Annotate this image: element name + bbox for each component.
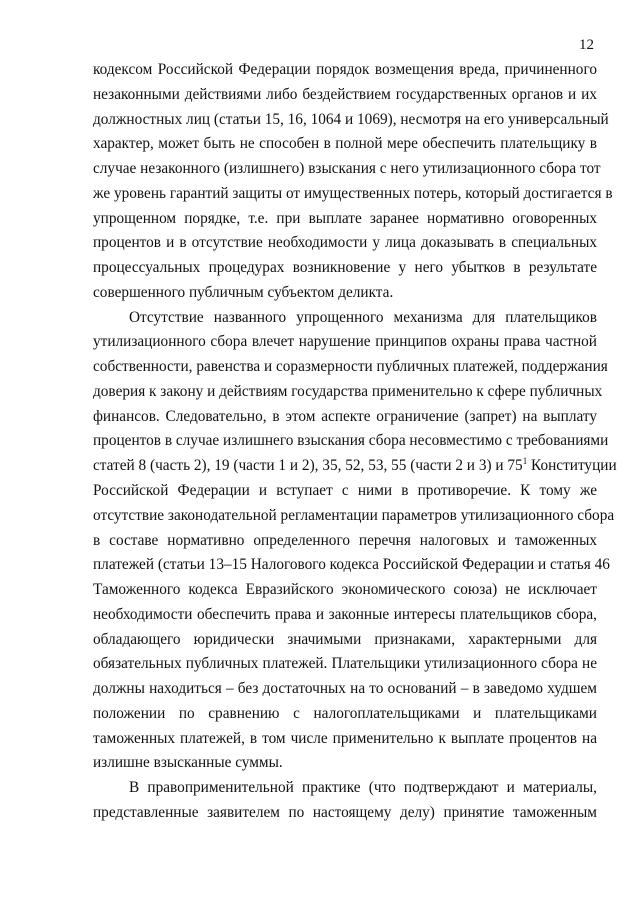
text-line: же уровень гарантий защиты от имущественных потерь, который достигается в <box>93 184 613 202</box>
text-line: излишне взысканные суммы. <box>93 754 283 772</box>
text-line: финансов. Следовательно, в этом аспекте ограничение (запрет) на выплату <box>93 407 597 425</box>
text-line: необходимости обеспечить права и законные интересы плательщиков сбора, <box>93 605 597 623</box>
text-segment: Конституции <box>527 457 617 475</box>
text-line: обязательных публичных платежей. Плательщики утилизационного сбора не <box>93 655 597 673</box>
text-line: отсутствие законодательной регламентации параметров утилизационного сбора <box>93 506 615 524</box>
text-line: процентов и в отсутствие необходимости у лица доказывать в специальных <box>93 234 597 252</box>
text-line: незаконными действиями либо бездействием государственных органов и их <box>93 85 597 103</box>
text-line: процессуальных процедурах возникновение у него убытков в результате <box>93 259 597 277</box>
text-line: совершенного публичным субъектом деликта. <box>93 283 394 301</box>
text-segment: статей 8 (часть 2), 19 (части 1 и 2), 35, 52, 53, 55 (части 2 и 3) и 75 <box>93 457 523 475</box>
page-number: 12 <box>579 37 594 53</box>
text-line: В правоприменительной практике (что подтверждают и материалы, <box>129 779 597 797</box>
text-line: процентов в случае излишнего взыскания сбора несовместимо с требованиями <box>93 432 609 450</box>
text-line: Отсутствие названного упрощенного механизма для плательщиков <box>129 308 597 326</box>
text-line-with-superscript <box>93 454 617 479</box>
text-line: кодексом Российской Федерации порядок возмещения вреда, причиненного <box>93 61 597 78</box>
text-line: упрощенном порядке, т.е. при выплате заранее нормативно оговоренных <box>93 209 597 227</box>
text-line: обладающего юридически значимыми признаками, характерными для <box>93 630 597 648</box>
text-line: в составе нормативно определенного перечня налоговых и таможенных <box>93 531 597 549</box>
text-line: характер, может быть не способен в полной мере обеспечить плательщику в <box>93 135 597 153</box>
text-line: платежей (статьи 13–15 Налогового кодекса Российской Федерации и статья 46 <box>93 556 610 574</box>
superscript: 1 <box>522 456 528 467</box>
text-line: положении по сравнению с налогоплательщиками и плательщиками <box>93 704 597 722</box>
text-line: представленные заявителем по настоящему делу) принятие таможенным <box>93 803 597 821</box>
document-body <box>93 58 617 826</box>
text-line: должностных лиц (статьи 15, 16, 1064 и 1069), несмотря на его универсальный <box>93 110 609 128</box>
text-line: случае незаконного (излишнего) взыскания с него утилизационного сбора тот <box>93 160 601 178</box>
text-line: Российской Федерации и вступает с ними в противоречие. К тому же <box>93 482 597 500</box>
text-line: Таможенного кодекса Евразийского экономического союза) не исключает <box>93 581 597 599</box>
text-line: собственности, равенства и соразмерности публичных платежей, поддержания <box>93 358 608 376</box>
paragraph <box>93 776 597 826</box>
text-line: таможенных платежей, в том числе применительно к выплате процентов на <box>93 729 597 747</box>
paragraph <box>93 58 613 306</box>
text-line: утилизационного сбора влечет нарушение принципов охраны права частной <box>93 333 597 351</box>
text-line: доверия к закону и действиям государства применительно к сфере публичных <box>93 382 603 400</box>
text-line: должны находиться – без достаточных на то оснований – в заведомо худшем <box>93 680 597 698</box>
paragraph <box>93 306 617 777</box>
